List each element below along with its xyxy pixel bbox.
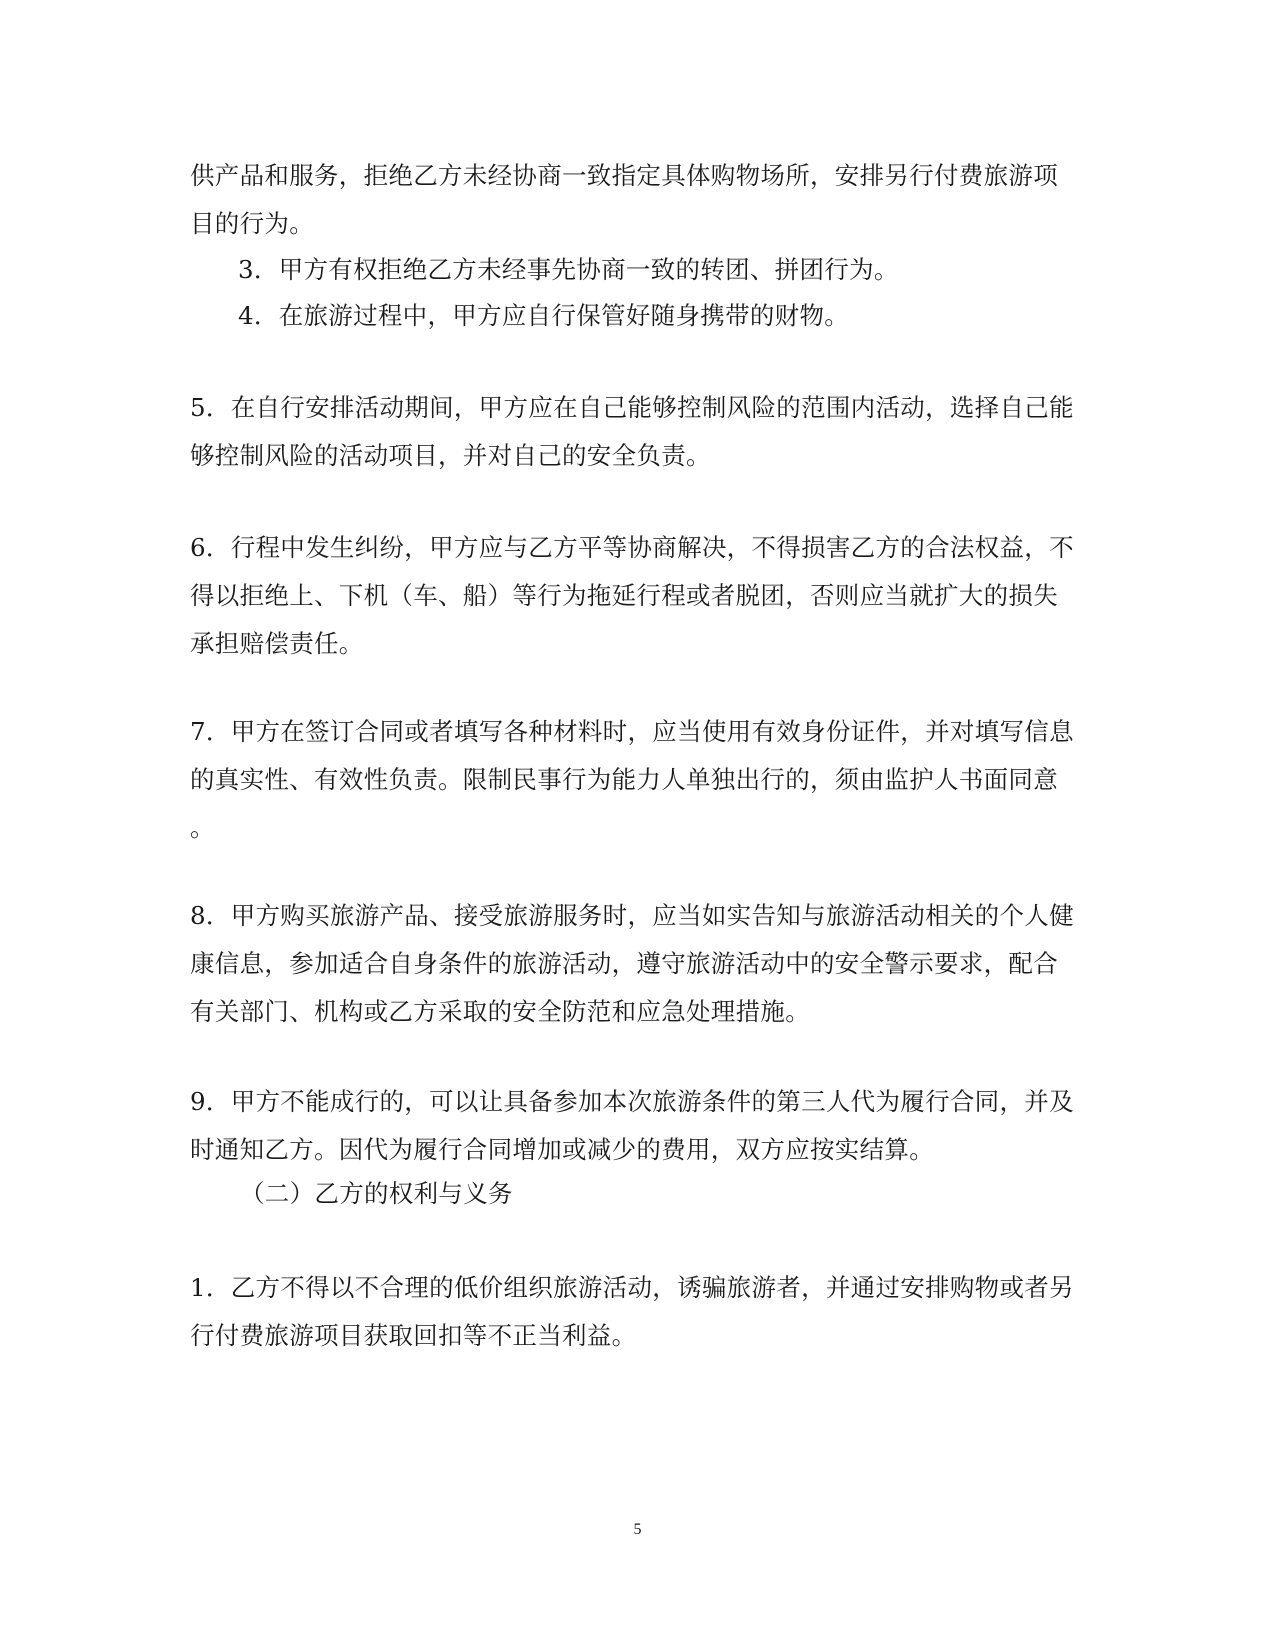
clause-8 [190, 892, 1080, 1036]
page-number: 5 [633, 1521, 642, 1538]
clause-6 [190, 524, 1080, 668]
clause-3 [238, 246, 1128, 294]
text-line: 8．甲方购买旅游产品、接受旅游服务时，应当如实告知与旅游活动相关的个人健 [190, 901, 1074, 930]
party-b-clause-1 [190, 1264, 1080, 1360]
text-line: 承担赔偿责任。 [190, 629, 364, 658]
clause-7 [190, 708, 1080, 852]
text-line: 康信息，参加适合自身条件的旅游活动，遵守旅游活动中的安全警示要求，配合 [190, 949, 1058, 978]
paragraph-continuation [190, 152, 1080, 248]
text-line: 供产品和服务，拒绝乙方未经协商一致指定具体购物场所，安排另行付费旅游项 [190, 161, 1058, 190]
text-line: 7．甲方在签订合同或者填写各种材料时，应当使用有效身份证件，并对填写信息 [190, 717, 1074, 746]
clause-9 [190, 1078, 1080, 1174]
text-line: 行付费旅游项目获取回扣等不正当利益。 [190, 1321, 637, 1350]
text-line: 4．在旅游过程中，甲方应自行保管好随身携带的财物。 [238, 301, 850, 330]
clause-5 [190, 384, 1080, 480]
text-line: 得以拒绝上、下机（车、船）等行为拖延行程或者脱团，否则应当就扩大的损失 [190, 581, 1058, 610]
text-line: 的真实性、有效性负责。限制民事行为能力人单独出行的，须由监护人书面同意 [190, 765, 1058, 794]
clause-4 [238, 292, 1128, 340]
text-line: 9．甲方不能成行的，可以让具备参加本次旅游条件的第三人代为履行合同，并及 [190, 1087, 1074, 1116]
text-line: 3．甲方有权拒绝乙方未经事先协商一致的转团、拼团行为。 [238, 255, 899, 284]
section-heading-party-b [240, 1170, 1130, 1218]
text-line: 目的行为。 [190, 209, 314, 238]
text-line: 。 [190, 813, 215, 842]
text-line: 时通知乙方。因代为履行合同增加或减少的费用，双方应按实结算。 [190, 1135, 934, 1164]
text-line: 有关部门、机构或乙方采取的安全防范和应急处理措施。 [190, 997, 810, 1026]
text-line: 6．行程中发生纠纷，甲方应与乙方平等协商解决，不得损害乙方的合法权益，不 [190, 533, 1074, 562]
text-line: 1．乙方不得以不合理的低价组织旅游活动，诱骗旅游者，并通过安排购物或者另 [190, 1273, 1074, 1302]
text-line: 够控制风险的活动项目，并对自己的安全负责。 [190, 441, 711, 470]
text-line: （二）乙方的权利与义务 [240, 1179, 513, 1208]
text-line: 5．在自行安排活动期间，甲方应在自己能够控制风险的范围内活动，选择自己能 [190, 393, 1074, 422]
